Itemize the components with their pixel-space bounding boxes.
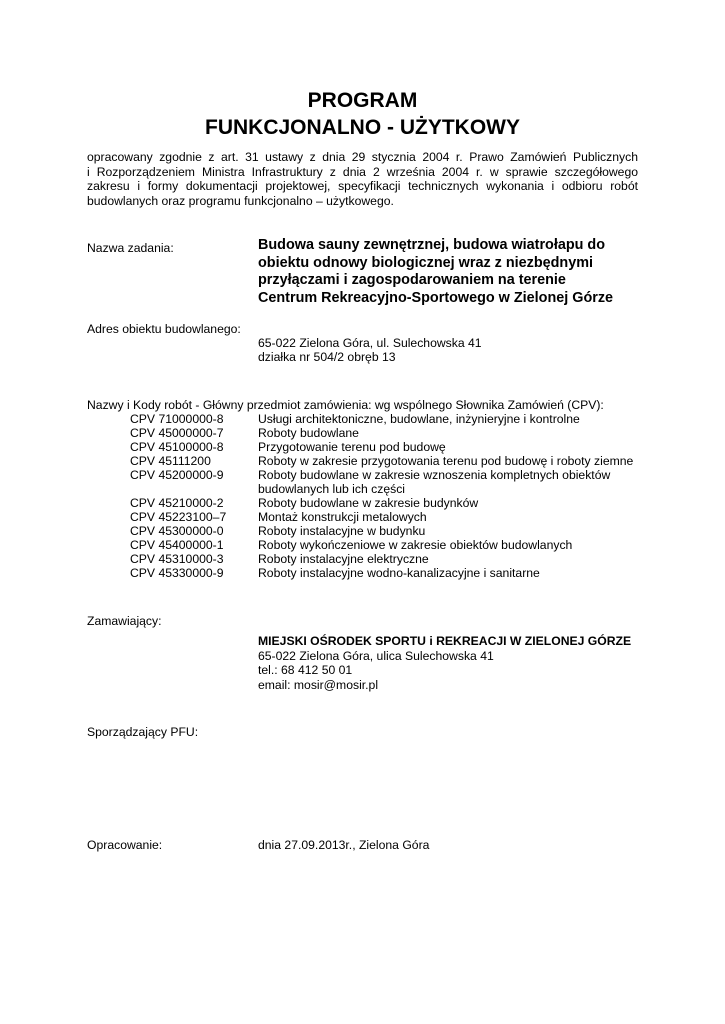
cpv-code: CPV 45400000-1 xyxy=(130,538,224,552)
task-name-value xyxy=(258,237,613,307)
client-label: Zamawiający: xyxy=(87,614,162,628)
cpv-description: budowlanych lub ich części xyxy=(258,482,406,496)
cpv-description: Roboty instalacyjne w budynku xyxy=(258,524,426,538)
cpv-code: CPV 45210000-2 xyxy=(130,496,224,510)
cpv-code: CPV 71000000-8 xyxy=(130,412,224,426)
address-label: Adres obiektu budowlanego: xyxy=(87,322,241,336)
cpv-code: CPV 45100000-8 xyxy=(130,440,224,454)
document-title-line1: PROGRAM xyxy=(307,89,418,112)
cpv-description: Roboty instalacyjne wodno-kanalizacyjne i sanitarne xyxy=(258,566,540,580)
intro-line: budowlanych oraz programu funkcjonalno – użytkowego. xyxy=(87,193,394,208)
client-address: 65-022 Zielona Góra, ulica Sulechowska 41 xyxy=(258,649,494,663)
cpv-description: Roboty instalacyjne elektryczne xyxy=(258,552,429,566)
cpv-description: Przygotowanie terenu pod budowę xyxy=(258,440,446,454)
address-line1: 65-022 Zielona Góra, ul. Sulechowska 41 xyxy=(258,336,482,350)
cpv-code: CPV 45223100–7 xyxy=(130,510,227,524)
intro-line: i Rozporządzeniem Ministra Infrastruktury z dnia 2 września 2004 r. w sprawie szczegółowego xyxy=(87,164,638,179)
drafted-date: dnia 27.09.2013r., Zielona Góra xyxy=(258,838,430,852)
cpv-code: CPV 45000000-7 xyxy=(130,426,224,440)
cpv-description: Roboty budowlane w zakresie wznoszenia kompletnych obiektów xyxy=(258,468,611,482)
task-name-label: Nazwa zadania: xyxy=(87,241,174,255)
cpv-description: Roboty budowlane xyxy=(258,426,359,440)
task-name-line: Centrum Rekreacyjno-Sportowego w Zielonej Górze xyxy=(258,289,614,306)
cpv-description: Usługi architektoniczne, budowlane, inżynieryjne i kontrolne xyxy=(258,412,580,426)
cpv-description: Roboty w zakresie przygotowania terenu pod budowę i roboty ziemne xyxy=(258,454,634,468)
intro-paragraph xyxy=(87,150,638,208)
task-name-line: Budowa sauny zewnętrznej, budowa wiatrołapu do xyxy=(258,237,606,253)
task-name-line: obiektu odnowy biologicznej wraz z niezbędnymi xyxy=(258,254,594,271)
address-line2: działka nr 504/2 obręb 13 xyxy=(258,350,396,364)
prepared-by-label: Sporządzający PFU: xyxy=(87,725,199,739)
cpv-description: Roboty wykończeniowe w zakresie obiektów budowlanych xyxy=(258,538,573,552)
cpv-code: CPV 45330000-9 xyxy=(130,566,224,580)
cpv-description: Roboty budowlane w zakresie budynków xyxy=(258,496,479,510)
cpv-description: Montaż konstrukcji metalowych xyxy=(258,510,427,524)
document-title-line2: FUNKCJONALNO - UŻYTKOWY xyxy=(205,116,520,139)
cpv-code: CPV 45200000-9 xyxy=(130,468,224,482)
cpv-code: CPV 45310000-3 xyxy=(130,552,224,566)
cpv-heading: Nazwy i Kody robót - Główny przedmiot zamówienia: wg wspólnego Słownika Zamówień (CPV): xyxy=(87,398,604,412)
intro-line: opracowany zgodnie z art. 31 ustawy z dnia 29 stycznia 2004 r. Prawo Zamówień Publicznych xyxy=(87,150,638,164)
cpv-code: CPV 45111200 xyxy=(130,454,211,468)
client-phone: tel.: 68 412 50 01 xyxy=(258,663,353,677)
cpv-code: CPV 45300000-0 xyxy=(130,524,224,538)
client-name: MIEJSKI OŚRODEK SPORTU i REKREACJI W ZIELONEJ GÓRZE xyxy=(258,634,632,648)
intro-line: zakresu i formy dokumentacji projektowej, specyfikacji technicznych wykonania i odbioru robót xyxy=(87,179,638,194)
task-name-line: przyłączami i zagospodarowaniem na terenie xyxy=(258,272,566,289)
client-email: email: mosir@mosir.pl xyxy=(258,678,379,692)
drafted-label: Opracowanie: xyxy=(87,838,163,852)
